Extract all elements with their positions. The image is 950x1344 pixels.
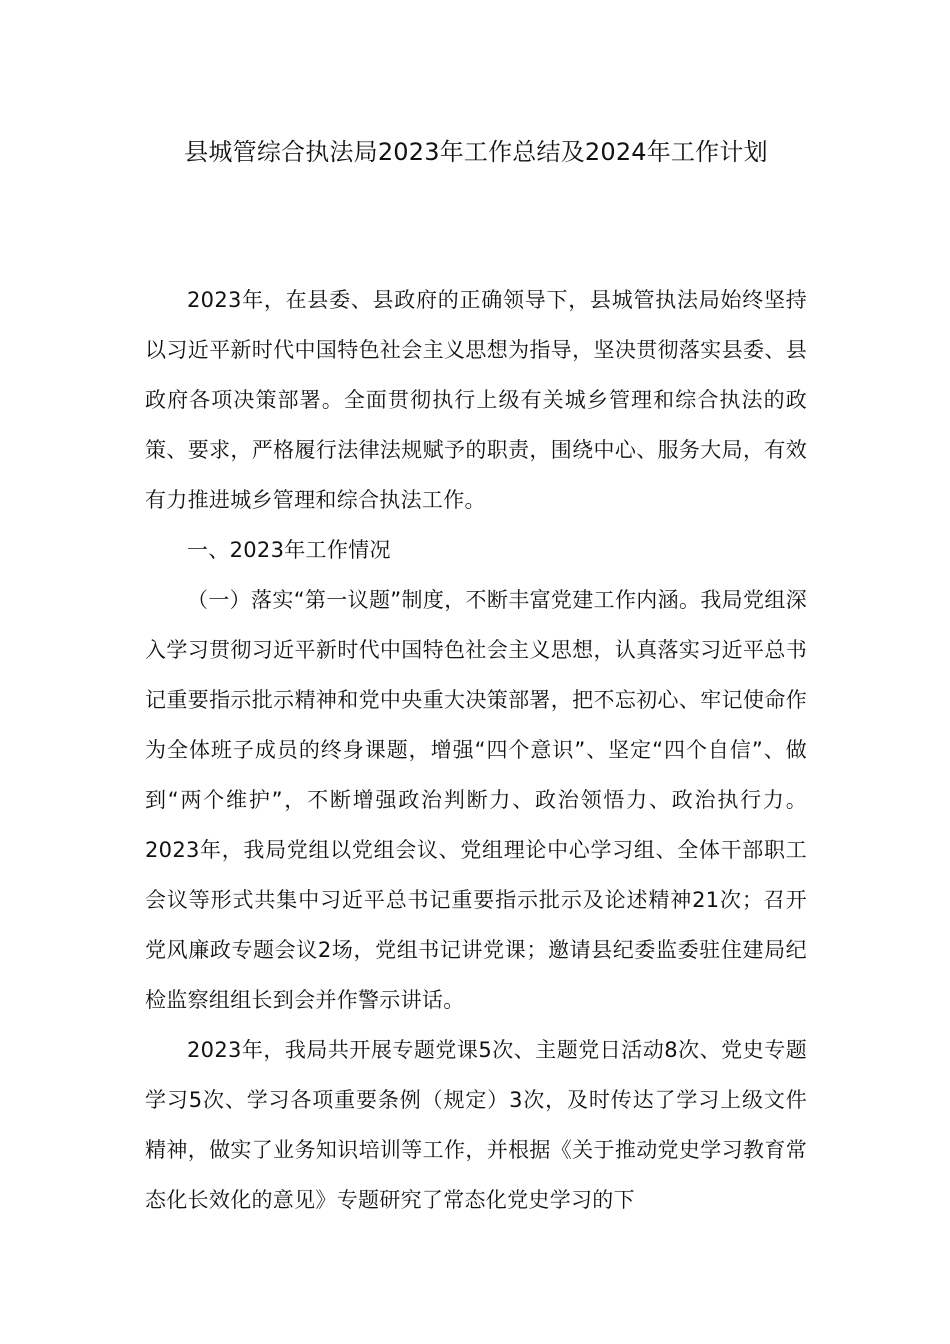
document-title: 县城管综合执法局2023年工作总结及2024年工作计划 bbox=[184, 138, 768, 166]
document-body bbox=[145, 275, 807, 1225]
paragraph-party-lessons: 2023年，我局共开展专题党课5次、主题党日活动8次、党史专题学习5次、学习各项重要条例（规定）3次，及时传达了学习上级文件精神，做实了业务知识培训等工作，并根据《关于推动党史学习教育常态化长效化的意见》专题研究了常态化党史学习的下 bbox=[145, 1038, 807, 1212]
paragraph-intro: 2023年，在县委、县政府的正确领导下，县城管执法局始终坚持以习近平新时代中国特色社会主义思想为指导，坚决贯彻落实县委、县政府各项决策部署。全面贯彻执行上级有关城乡管理和综合执法的政策、要求，严格履行法律法规赋予的职责，围绕中心、服务大局，有效有力推进城乡管理和综合执法工作。 bbox=[145, 288, 807, 512]
section-heading-2023-work: 一、2023年工作情况 bbox=[187, 538, 391, 562]
paragraph-first-topic: （一）落实“第一议题”制度，不断丰富党建工作内涵。我局党组深入学习贯彻习近平新时代中国特色社会主义思想，认真落实习近平总书记重要指示批示精神和党中央重大决策部署，把不忘初心、牢记使命作为全体班子成员的终身课题，增强“四个意识”、坚定“四个自信”、做到“两个维护”，不断增强政治判断力、政治领悟力、政治执行力。2023年，我局党组以党组会议、党组理论中心学习组、全体干部职工会议等形式共集中习近平总书记重要指示批示及论述精神21次；召开党风廉政专题会议2场，党组书记讲党课；邀请县纪委监委驻住建局纪检监察组组长到会并作警示讲话。 bbox=[145, 588, 807, 1012]
